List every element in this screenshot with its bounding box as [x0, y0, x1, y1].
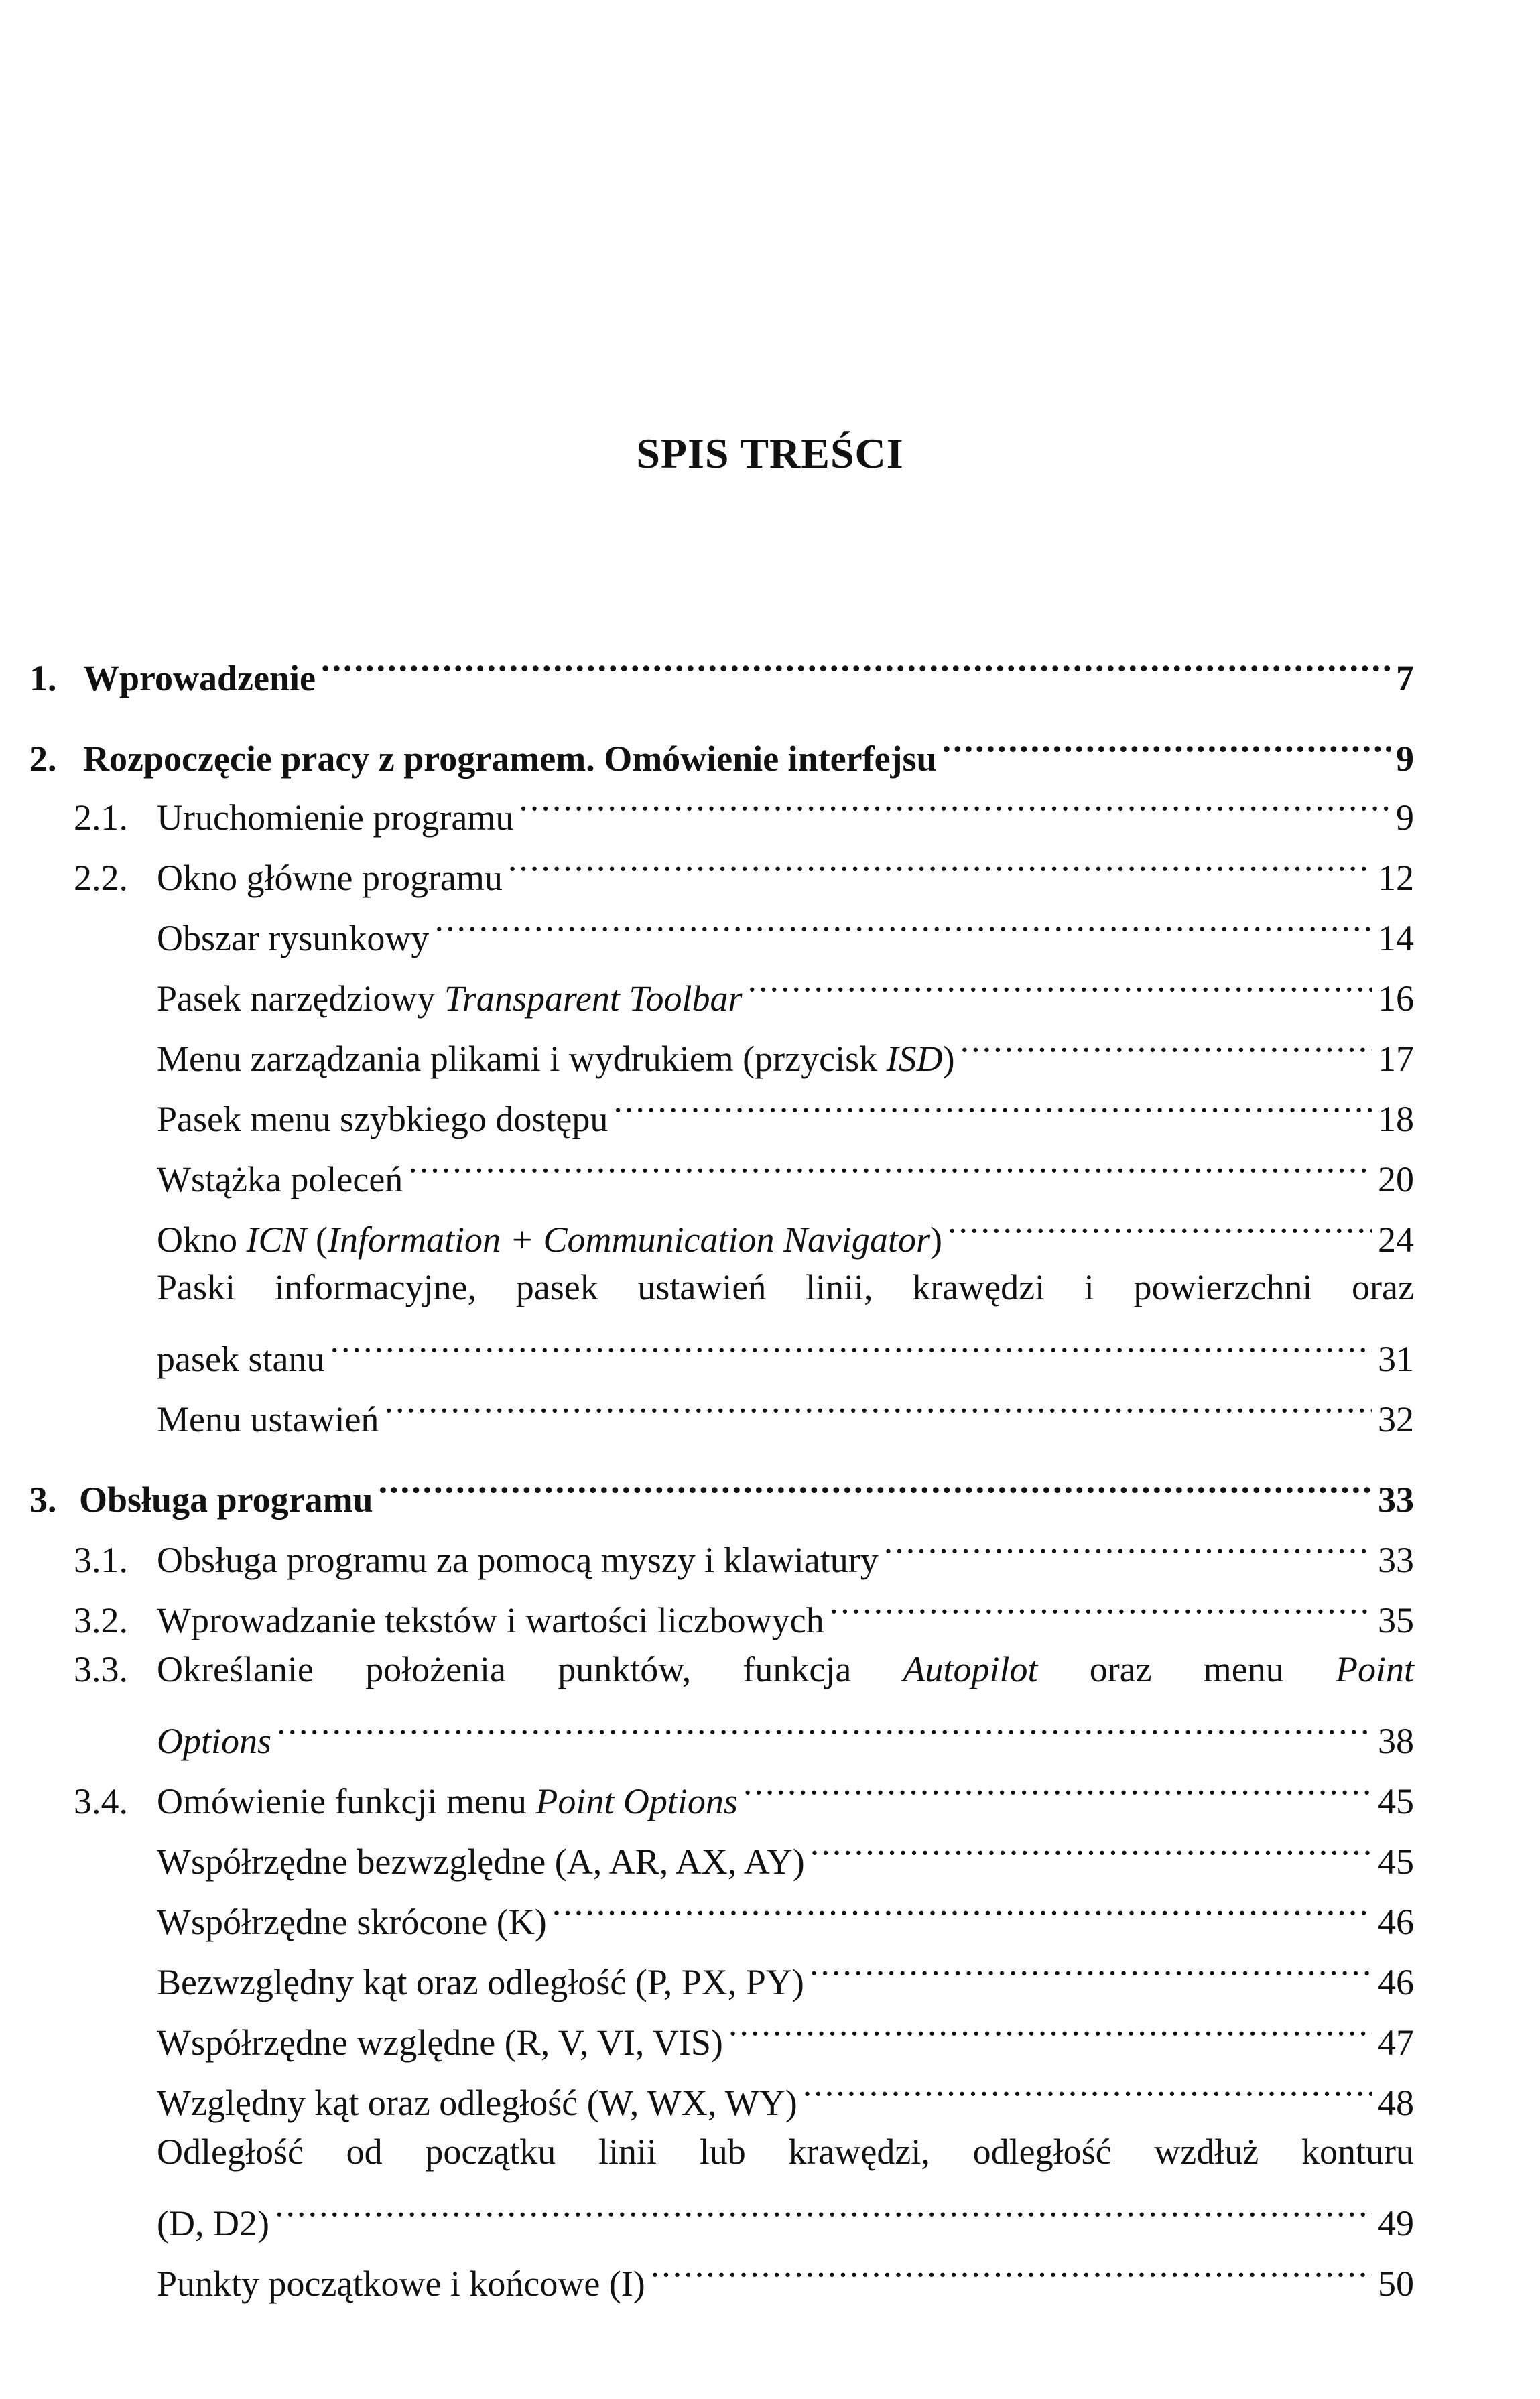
word: ustawień — [637, 1267, 767, 1307]
entry-title: (D, D2) — [157, 2203, 269, 2244]
toc-entry-section-2-2[interactable] — [74, 843, 1414, 901]
entry-title: Współrzędne skrócone (K) — [157, 1902, 547, 1942]
toc-entry-sub-line2[interactable] — [157, 2189, 1414, 2247]
entry-title — [157, 1035, 955, 1082]
entry-title — [157, 1778, 738, 1825]
entry-title: Bezwzględny kąt oraz odległość (P, PX, PY) — [157, 1962, 804, 2002]
dot-leader — [321, 643, 1391, 690]
entry-title: Rozpoczęcie pracy z programem. Omówienie interfejsu — [83, 738, 937, 779]
toc-entry-sub-line2[interactable] — [157, 1324, 1414, 1382]
toc-entry-sub[interactable] — [157, 1384, 1414, 1443]
title-part: Okno — [157, 1220, 247, 1260]
entry-number: 2. — [29, 738, 57, 779]
word: krawędzi — [912, 1267, 1045, 1307]
toc-entry-sub[interactable] — [157, 1827, 1414, 1885]
word: odległość — [972, 2132, 1112, 2172]
entry-title — [157, 975, 743, 1022]
word: Paski — [157, 1267, 236, 1307]
word: wzdłuż — [1154, 2132, 1259, 2172]
word: linii, — [806, 1267, 873, 1307]
entry-page: 48 — [1378, 2083, 1414, 2123]
entry-title: Współrzędne bezwzględne (A, AR, AX, AY) — [157, 1841, 805, 1882]
entry-title: Pasek menu szybkiego dostępu — [157, 1099, 608, 1139]
dot-leader — [434, 903, 1372, 950]
dot-leader — [810, 1827, 1372, 1874]
entry-page: 45 — [1378, 1841, 1414, 1882]
word: Odległość — [157, 2132, 304, 2172]
toc-entry-section-2-1[interactable] — [74, 783, 1414, 841]
entry-page: 38 — [1378, 1721, 1414, 1761]
entry-title: Obszar rysunkowy — [157, 918, 430, 958]
word: oraz — [1089, 1649, 1152, 1689]
entry-page: 46 — [1378, 1962, 1414, 2002]
title-italic: Information + Communication Navigator — [328, 1220, 930, 1260]
dot-leader — [803, 2068, 1372, 2115]
toc-entry-sub[interactable] — [157, 1205, 1414, 1263]
entry-page: 33 — [1378, 1480, 1414, 1520]
title-part: ) — [942, 1039, 955, 1079]
dot-leader — [384, 1384, 1372, 1431]
entry-number: 3. — [29, 1480, 57, 1520]
entry-number: 2.2. — [74, 858, 128, 898]
dot-leader — [552, 1887, 1372, 1934]
toc-entry-sub[interactable] — [157, 2249, 1414, 2307]
dot-leader — [379, 1465, 1372, 1512]
entry-title — [157, 1216, 942, 1263]
word: początku — [425, 2132, 556, 2172]
toc-entry-sub[interactable] — [157, 1887, 1414, 1945]
entry-title: Uruchomienie programu — [157, 797, 514, 838]
dot-leader — [508, 843, 1372, 890]
entry-page: 47 — [1378, 2022, 1414, 2063]
entry-page: 50 — [1378, 2264, 1414, 2304]
entry-title: Współrzędne względne (R, V, VI, VIS) — [157, 2022, 723, 2063]
title-italic: ICN — [246, 1220, 307, 1260]
entry-page: 32 — [1378, 1399, 1414, 1439]
word: konturu — [1301, 2132, 1414, 2172]
toc-entry-section-3-4[interactable] — [74, 1766, 1414, 1825]
toc-entry-sub[interactable] — [157, 1145, 1414, 1203]
word: linii — [598, 2132, 657, 2172]
title-italic: Point Options — [535, 1781, 738, 1821]
toc-entry-chapter-1[interactable] — [29, 643, 1414, 702]
entry-page: 45 — [1378, 1781, 1414, 1821]
word: punktów, — [558, 1649, 692, 1689]
toc-entry-section-3-2[interactable] — [74, 1585, 1414, 1644]
word: Określanie — [157, 1649, 314, 1689]
dot-leader — [275, 2189, 1372, 2235]
word: funkcja — [743, 1649, 852, 1689]
entry-number: 3.3. — [74, 1649, 128, 1689]
word: krawędzi, — [788, 2132, 930, 2172]
toc-entry-sub[interactable] — [157, 964, 1414, 1022]
title-part: Pasek narzędziowy — [157, 978, 444, 1019]
dot-leader — [743, 1766, 1372, 1813]
toc-entry-sub-line1[interactable] — [157, 2128, 1414, 2175]
toc-entry-sub[interactable] — [157, 1947, 1414, 2006]
title-italic: Transparent Toolbar — [444, 978, 743, 1019]
toc-entry-sub[interactable] — [157, 903, 1414, 962]
dot-leader — [613, 1084, 1372, 1131]
title-part: ) — [929, 1220, 942, 1260]
toc-entry-section-3-3-line1[interactable] — [157, 1646, 1414, 1693]
toc-entry-section-3-3-line2[interactable] — [157, 1706, 1414, 1764]
toc-entry-sub[interactable] — [157, 2068, 1414, 2126]
page-title: SPIS TREŚCI — [636, 430, 904, 477]
entry-number: 1. — [29, 658, 57, 698]
toc-entry-chapter-2[interactable] — [29, 724, 1414, 782]
dot-leader — [277, 1706, 1372, 1753]
toc-entry-section-3-1[interactable] — [74, 1525, 1414, 1583]
title-italic: ISD — [886, 1039, 943, 1079]
toc-entry-sub[interactable] — [157, 1084, 1414, 1143]
entry-title: Menu ustawień — [157, 1399, 379, 1439]
dot-leader — [810, 1947, 1372, 1994]
dot-leader — [884, 1525, 1372, 1572]
toc-entry-sub-line1[interactable] — [157, 1264, 1414, 1311]
dot-leader — [651, 2249, 1372, 2296]
entry-page: 9 — [1396, 738, 1414, 779]
entry-page: 7 — [1396, 658, 1414, 698]
entry-page: 33 — [1378, 1540, 1414, 1580]
entry-page: 9 — [1396, 797, 1414, 838]
word-italic: Autopilot — [903, 1649, 1038, 1689]
dot-leader — [519, 783, 1391, 830]
entry-title: Options — [157, 1721, 272, 1761]
entry-title: Wprowadzanie tekstów i wartości liczbowych — [157, 1600, 824, 1640]
dot-leader — [408, 1145, 1372, 1191]
entry-page: 16 — [1378, 978, 1414, 1019]
entry-page: 49 — [1378, 2203, 1414, 2244]
entry-title: Punkty początkowe i końcowe (I) — [157, 2264, 645, 2304]
entry-title: Obsługa programu za pomocą myszy i klawiatury — [157, 1540, 879, 1580]
word: lub — [699, 2132, 746, 2172]
entry-title: Wprowadzenie — [83, 658, 316, 698]
entry-page: 17 — [1378, 1039, 1414, 1079]
dot-leader — [728, 2008, 1372, 2055]
word: menu — [1203, 1649, 1284, 1689]
entry-page: 46 — [1378, 1902, 1414, 1942]
entry-number: 2.1. — [74, 797, 128, 838]
word: i — [1084, 1267, 1094, 1307]
word: położenia — [365, 1649, 507, 1689]
title-part: Omówienie funkcji menu — [157, 1781, 536, 1821]
word: oraz — [1352, 1267, 1414, 1307]
toc-entry-sub[interactable] — [157, 2008, 1414, 2066]
entry-number: 3.2. — [74, 1600, 128, 1640]
title-part: Menu zarządzania plikami i wydrukiem (przycisk — [157, 1039, 887, 1079]
entry-title: Wstążka poleceń — [157, 1159, 403, 1200]
entry-page: 24 — [1378, 1220, 1414, 1260]
word: powierzchni — [1133, 1267, 1313, 1307]
word: pasek — [515, 1267, 598, 1307]
entry-number: 3.4. — [74, 1781, 128, 1821]
entry-number: 3.1. — [74, 1540, 128, 1580]
entry-title: Względny kąt oraz odległość (W, WX, WY) — [157, 2083, 797, 2123]
entry-page: 14 — [1378, 918, 1414, 958]
word-italic: Point — [1335, 1649, 1414, 1689]
word: od — [346, 2132, 383, 2172]
entry-title: Obsługa programu — [79, 1480, 373, 1520]
toc-entry-sub[interactable] — [157, 1024, 1414, 1082]
entry-page: 12 — [1378, 858, 1414, 898]
dot-leader — [942, 724, 1391, 771]
entry-page: 18 — [1378, 1099, 1414, 1139]
word: informacyjne, — [274, 1267, 477, 1307]
dot-leader — [960, 1024, 1372, 1071]
entry-page: 35 — [1378, 1600, 1414, 1640]
dot-leader — [948, 1205, 1372, 1252]
toc-entry-chapter-3[interactable] — [29, 1465, 1414, 1523]
dot-leader — [330, 1324, 1372, 1371]
title-part: ( — [306, 1220, 328, 1260]
entry-title: Okno główne programu — [157, 858, 503, 898]
entry-page: 20 — [1378, 1159, 1414, 1200]
entry-title: pasek stanu — [157, 1339, 325, 1379]
entry-page: 31 — [1378, 1339, 1414, 1379]
dot-leader — [830, 1585, 1372, 1632]
dot-leader — [748, 964, 1373, 1011]
